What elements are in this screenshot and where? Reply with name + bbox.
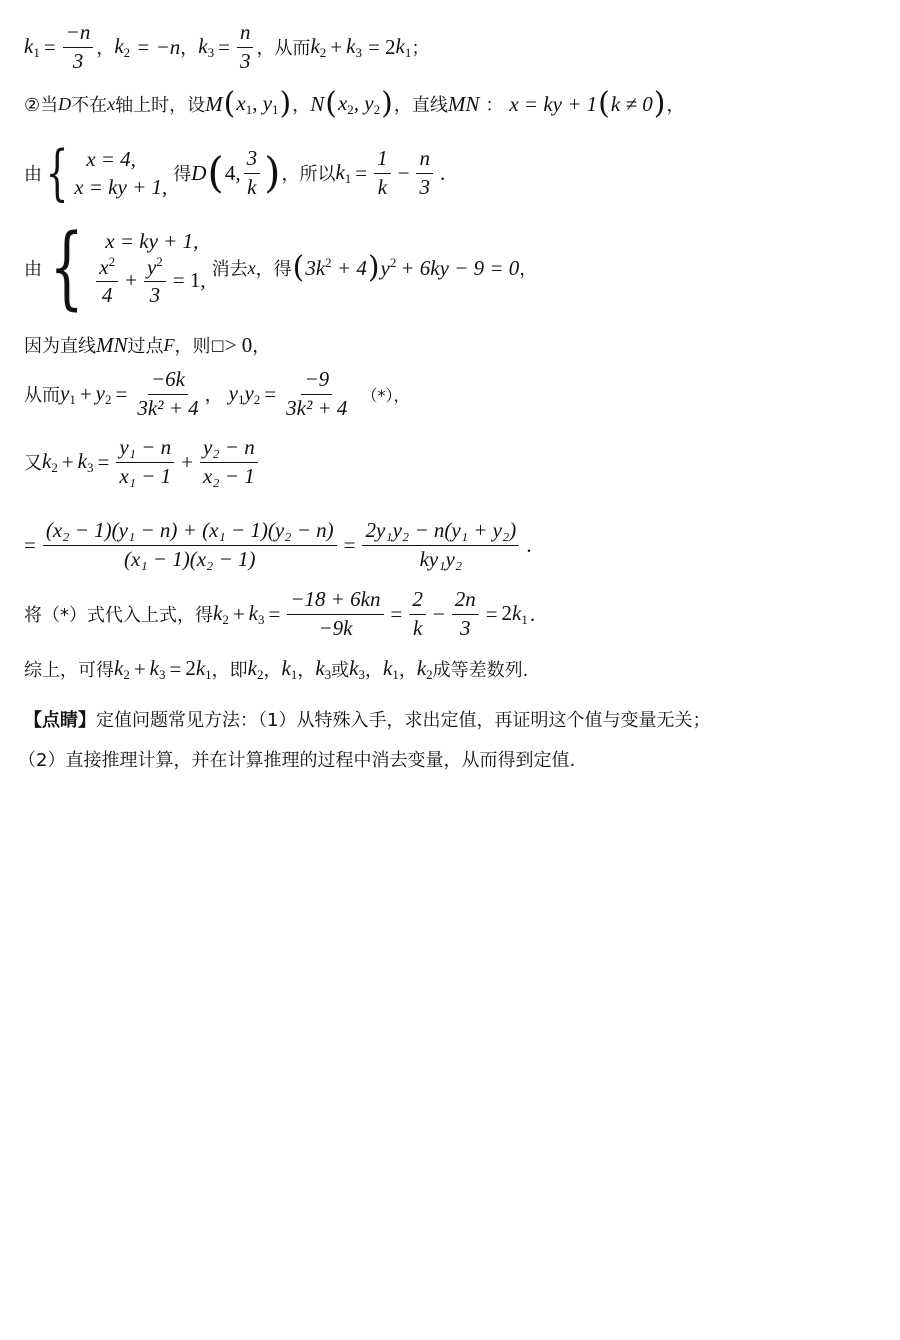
big-fraction-1: $\frac{\text{(x₂ − 1)(y₁ − n) + (x₁ − 1)(y₂ − n)}}{\text{(x₁ − 1)(x₂ − 1)}}$	[43, 519, 337, 570]
line-11: 【点睛】 定值问题常见方法：（1）从特殊入手，求出定值，再证明这个值与变量无关；	[24, 706, 710, 732]
system-1: x = 4, x = ky + 1,	[74, 146, 168, 199]
k1: $k_1$	[24, 33, 40, 60]
line-4: 由 { x = ky + 1, $\frac{x^2}{4}$ + $\frac{y^2}{3}$ = 1, 消去 x ，得 ( $3k^2 + 4$ ) $y^2$ + 6ky − 9 = 0 ，	[24, 215, 538, 320]
line-8: = $\frac{\text{(x₂ − 1)(y₁ − n) + (x₁ − 1)(y₂ − n)}}{\text{(x₁ − 1)(x₂ − 1)}}$ = $\frac{\text{2y₁y₂ − n(y₁ + y₂)}}{\text{ky₁y₂}}$ .	[24, 518, 532, 571]
line-9: 将（*）式代入上式，得 $k_2$ + $k_3$ = $\frac{-18 + 6kn}{-9k}$ = $\frac{2}{k}$ − $\frac{2n}{3}$ = $2k_1$ .	[24, 587, 536, 640]
k3-fraction: $\frac{n}{3}$	[237, 21, 254, 72]
system-2: x = ky + 1, $\frac{x^2}{4}$ + $\frac{y^2}{3}$ = 1,	[93, 229, 205, 306]
line-10: 综上，可得 $k_2$ + $k_3$ = $2k_1$ ，即 $k_2$ ， $k_1$ ， $k_3$ 或 $k_3$ ， $k_1$ ， $k_2$ 成等差数列.	[24, 655, 529, 682]
line-5: 因为直线 MN 过点 F ，则 □ > 0 ，	[24, 332, 271, 357]
k2-value: = −n	[136, 34, 181, 59]
line-7: 又 $k_2$ + $k_3$ = $\frac{\text{y₁ − n}}{\text{x₁ − 1}}$ + $\frac{\text{y₂ − n}}{\text{x₂ − 1}}$	[24, 434, 261, 490]
tip-tag: 【点睛】	[24, 710, 96, 731]
line-2: ②当 D 不在 x 轴上时，设 M ( $x_1$, $y_1$ ) ， N ( $x_2$, $y_2$ ) ，直线 MN ： x = ky + 1 ( k ≠ 0 ) ，	[24, 86, 685, 121]
line-12: （2）直接推理计算，并在计算推理的过程中消去变量，从而得到定值.	[18, 750, 576, 771]
big-fraction-2: $\frac{\text{2y₁y₂ − n(y₁ + y₂)}}{\text{ky₁y₂}}$	[362, 519, 519, 570]
line-1: $k_1$ = $\frac{-n}{3}$ ， $k_2$ = −n ， $k_3$ = $\frac{n}{3}$ ，从而 $k_2$ + $k_3$ = 2 $k_1$ ；	[24, 20, 430, 73]
line-6: 从而 $y_1$ + $y_2$ = $\frac{-6k}{\text{3k² + 4}}$ ， $y_1y_2$ = $\frac{-9}{\text{3k² + 4}}$ （*），	[24, 367, 410, 420]
line-3: 由 { x = 4, x = ky + 1, 得 D ( 4, $\frac{3}{k}$ ) ，所以 $k_1$ = $\frac{1}{k}$ − $\frac{n}{3}$ .	[24, 138, 446, 208]
k1-fraction: $\frac{-n}{3}$	[63, 21, 94, 72]
line-mn-equation: x = ky + 1	[509, 91, 598, 116]
